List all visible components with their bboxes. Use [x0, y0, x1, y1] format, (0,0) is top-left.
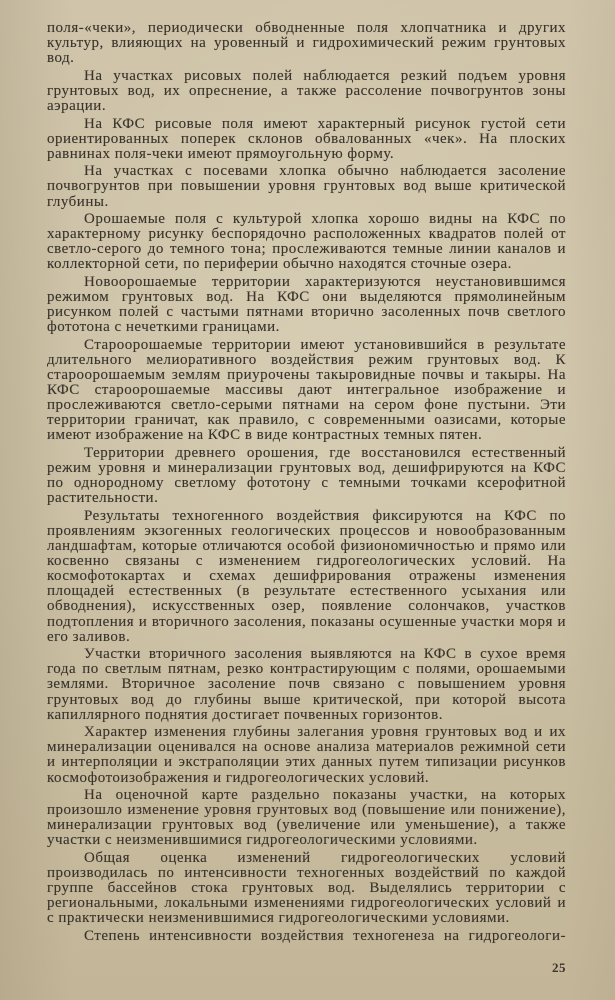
paragraph: На участках рисовых полей наблюдается резкий подъем уровня грунтовых вод, их опреснение, а также рассоление почвогрунтов зоны аэрации. — [47, 67, 566, 114]
paragraph: Староорошаемые территории имеют установившийся в результате длительного мелиоративного воздействия режим грунтовых вод. К староорошаемым землям приурочены такыровидные почвы и такыры. На КФС староорошаемые массивы дают интегральное изображение и прослеживаются светло-серыми пятнами на сером фоне пустыни. Эти территории граничат, как правило, с современными оазисами, которые имеют изображение на КФС в виде контрастных темных пятен. — [47, 336, 566, 444]
paragraph: На оценочной карте раздельно показаны участки, на которых произошло изменение уровня грунтовых вод (повышение или понижение), минерализации грунтовых вод (увеличение или уменьшение), а также участки с неизменившимися гидрогеологическими условиями. — [47, 787, 566, 849]
paragraph: Характер изменения глубины залегания уровня грунтовых вод и их минерализации оценивался на основе анализа материалов режимной сети и интерполяции и экстраполяции этих данных путем типизации рисунков космофотоизображения и гидрогеологических условий. — [47, 724, 566, 786]
paragraph: Результаты техногенного воздействия фиксируются на КФС по проявлениям экзогенных геологических процессов и новообразованным ландшафтам, которые отличаются особой физиономичностью и прямо или косвенно связаны с изменением гидрогеологических условий. На космофотокартах и схемах дешифрирования отражены изменения площадей естественных (в результате естественного усыхания или обводнения), искусственных озер, появление солончаков, участков подтопления и вторичного засоления, показаны осушенные участки моря и его заливов. — [47, 507, 566, 645]
paragraph: На КФС рисовые поля имеют характерный рисунок густой сети ориентированных поперек склонов обвалованных «чек». На плоских равнинах поля-чеки имеют прямоугольную форму. — [47, 115, 566, 162]
page-number: 25 — [552, 960, 566, 975]
paragraph: Общая оценка изменений гидрогеологических условий производилась по интенсивности техногенных воздействий по каждой группе бассейнов стока грунтовых вод. Выделялись территории с региональными, локальными изменениями гидрогеологических условий и с практически неизменившимися гидрогеологическими условиями. — [47, 849, 566, 927]
paragraph: Новоорошаемые территории характеризуются неустановившимся режимом грунтовых вод. На КФС они выделяются прямолинейным рисунком полей с частыми пятнами вторично засоленных почв светлого фототона с нечеткими границами. — [47, 274, 566, 336]
paragraph: Участки вторичного засоления выявляются на КФС в сухое время года по светлым пятнам, резко контрастирующим с полями, орошаемыми землями. Вторичное засоление почв связано с повышением уровня грунтовых вод до глубины выше критической, при которой высота капиллярного поднятия достигает почвенных горизонтов. — [47, 646, 566, 723]
paragraph: Степень интенсивности воздействия техногенеза на гидрогеологи- — [84, 927, 566, 944]
paragraph: поля-«чеки», периодически обводненные поля хлопчатника и других культур, влияющих на уровенный и гидрохимический режим грунтовых вод. — [47, 20, 566, 67]
text-body — [47, 21, 566, 947]
paragraph: Орошаемые поля с культурой хлопка хорошо видны на КФС по характерному рисунку беспорядочно расположенных квадратов полей от светло-серого до темного тона; прослеживаются темные линии каналов и коллекторной сети, по периферии обычно находятся сточные озера. — [47, 211, 566, 273]
paragraph: Территории древнего орошения, где восстановился естественный режим уровня и минерализации грунтовых вод, дешифрируются на КФС по однородному светлому фототону с темными точками ксерофитной растительности. — [47, 445, 566, 507]
paragraph: На участках с посевами хлопка обычно наблюдается засоление почвогрунтов при повышении уровня грунтовых вод выше критической глубины. — [47, 163, 566, 210]
